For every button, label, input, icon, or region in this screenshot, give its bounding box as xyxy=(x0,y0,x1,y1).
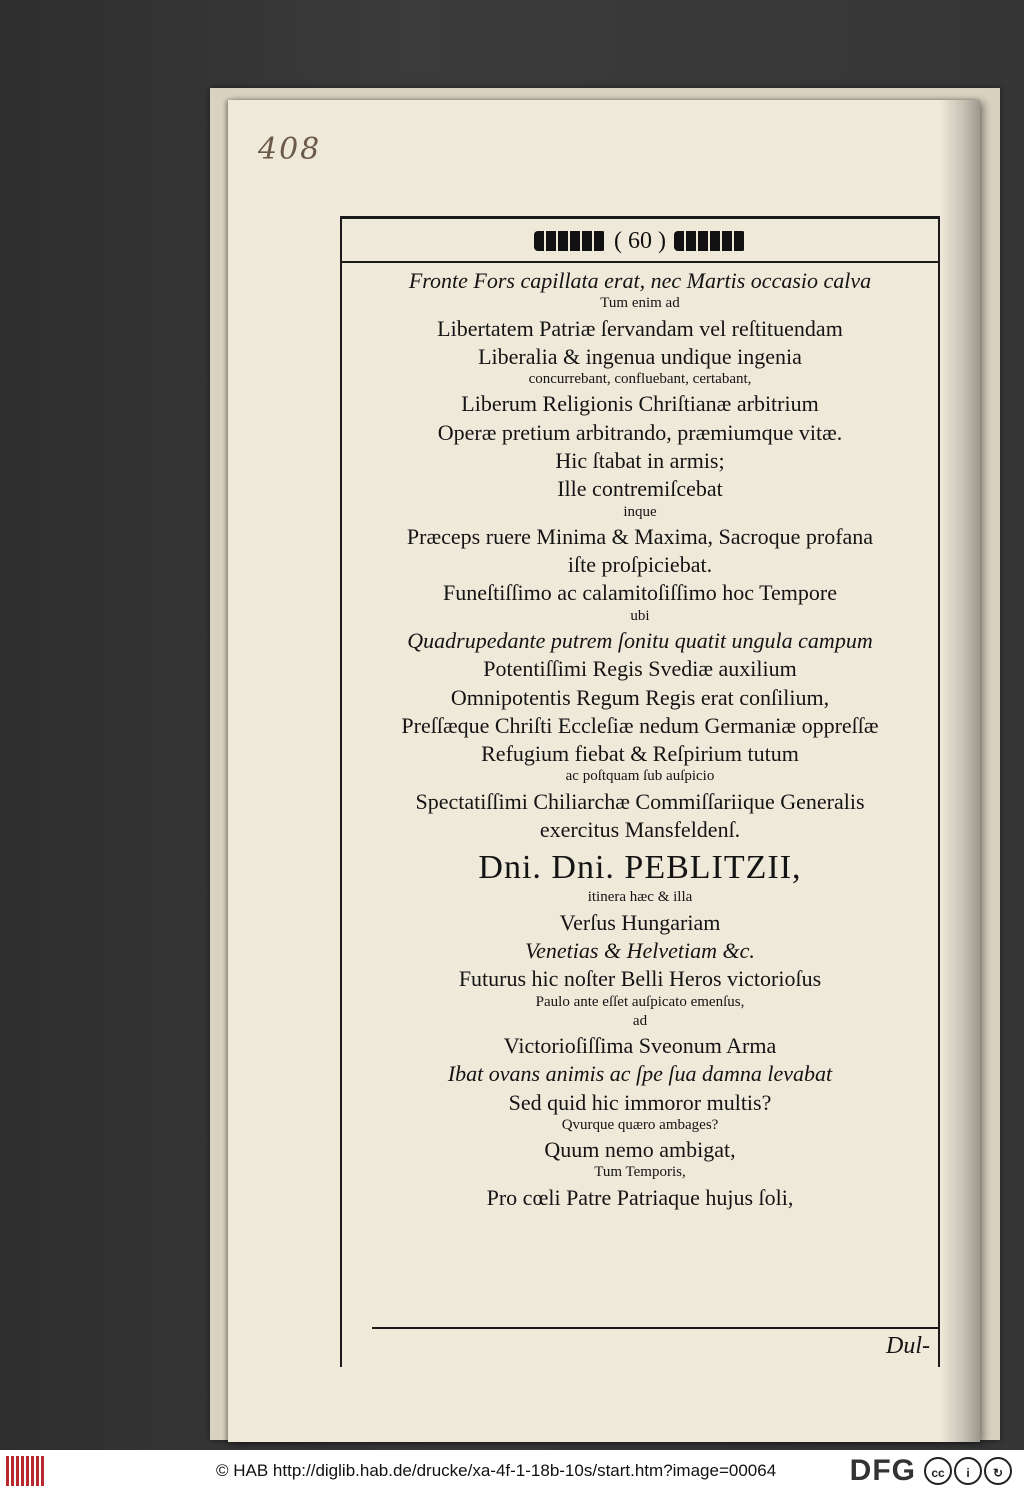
text-line: Futurus hic noſter Belli Heros victorioſus xyxy=(458,966,822,992)
text-line: exercitus Mansfeldenſ. xyxy=(539,817,741,842)
text-line: Victorioſiſſima Sveonum Arma xyxy=(503,1033,777,1059)
text-line: Refugium fiebat & Reſpirium tutum xyxy=(481,741,799,767)
text-line: inque xyxy=(623,503,657,520)
license-badge[interactable] xyxy=(924,1457,1012,1485)
book-page xyxy=(228,100,980,1442)
body-text xyxy=(342,265,938,1210)
dfg-logo[interactable]: DFG xyxy=(849,1454,916,1487)
page-number: ( 60 ) xyxy=(614,227,666,254)
text-line: Tum enim ad xyxy=(600,295,680,312)
source-credit[interactable]: © HAB http://diglib.hab.de/drucke/xa-4f-1-18b-10s/start.htm?image=00064 xyxy=(216,1461,777,1480)
running-header xyxy=(342,223,938,259)
text-line: Potentiſſimi Regis Svediæ auxilium xyxy=(483,656,797,682)
text-line: Omnipotentis Regum Regis erat conſilium, xyxy=(450,684,830,710)
text-line: Liberalia & ingenua undique ingenia xyxy=(478,343,802,369)
catchword: Dul- xyxy=(886,1333,930,1359)
text-line: Præceps ruere Minima & Maxima, Sacroque profana xyxy=(406,523,874,549)
text-line: Liberum Religionis Chriſtianæ arbitrium xyxy=(461,391,819,417)
by-icon: i xyxy=(954,1457,982,1485)
text-line: itinera hæc & illa xyxy=(587,889,693,906)
text-line: Funeſtiſſimo ac calamitoſiſſimo hoc Tempore xyxy=(443,580,837,606)
text-line: Pro cœli Patre Patriaque hujus ſoli, xyxy=(486,1184,794,1210)
text-line: Tum Temporis, xyxy=(594,1164,686,1181)
text-line: Ille contremiſcebat xyxy=(557,476,723,502)
text-frame xyxy=(340,216,940,1367)
sa-icon: ↻ xyxy=(984,1457,1012,1485)
text-line: Libertatem Patriæ ſervandam vel reſtituendam xyxy=(437,315,843,341)
text-line: Spectatiſſimi Chiliarchæ Commiſſariique Generalis xyxy=(415,788,865,814)
text-line: ad xyxy=(632,1012,648,1029)
ornament-right-icon xyxy=(674,231,746,251)
ornament-left-icon xyxy=(534,231,606,251)
text-line: Operæ pretium arbitrando, præmiumque vitæ. xyxy=(437,419,843,445)
viewer-footer xyxy=(0,1450,1024,1492)
text-line: Venetias & Helvetiam &c. xyxy=(525,937,755,963)
handwritten-folio-number: 408 xyxy=(258,132,322,167)
text-line: ubi xyxy=(630,607,650,624)
text-line: Verſus Hungariam xyxy=(559,909,721,935)
text-line: iſte proſpiciebat. xyxy=(567,552,713,578)
text-line: concurrebant, confluebant, certabant, xyxy=(528,371,752,388)
footer-rule xyxy=(372,1327,938,1329)
text-line: Quadrupedante putrem ſonitu quatit ungula campum xyxy=(407,627,873,653)
hab-logo-icon xyxy=(6,1456,46,1486)
text-line: Sed quid hic immoror multis? xyxy=(508,1089,772,1115)
header-rule xyxy=(342,261,938,263)
page-gutter-shadow xyxy=(940,100,980,1442)
text-line: Preſſæque Chriſti Eccleſiæ nedum Germaniæ oppreſſæ xyxy=(401,712,879,738)
text-line: Dni. Dni. PEBLITZII, xyxy=(478,849,802,887)
text-line: ac poſtquam ſub auſpicio xyxy=(565,768,715,785)
text-line: Fronte Fors capillata erat, nec Martis occasio calva xyxy=(408,268,872,293)
text-line: Paulo ante eſſet auſpicato emenſus, xyxy=(535,993,745,1010)
text-line: Ibat ovans animis ac ſpe ſua damna levabat xyxy=(447,1061,833,1087)
text-line: Qvurque quæro ambages? xyxy=(561,1116,719,1133)
text-line: Hic ſtabat in armis; xyxy=(555,447,725,473)
text-line: Quum nemo ambigat, xyxy=(544,1137,736,1163)
cc-icon: cc xyxy=(924,1457,952,1485)
